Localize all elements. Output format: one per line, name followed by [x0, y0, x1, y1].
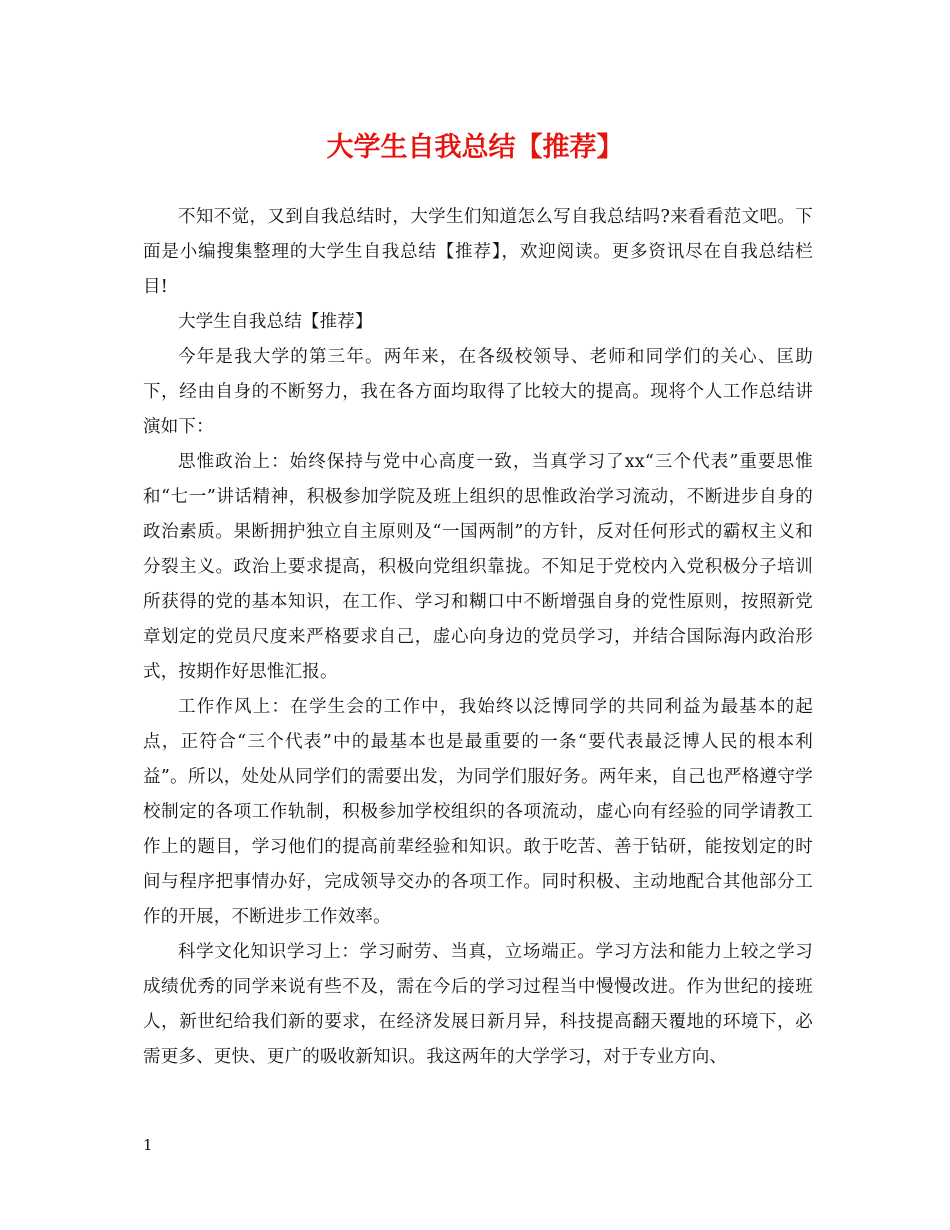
document-body	[143, 200, 813, 1075]
paragraph-study: 科学文化知识学习上：学习耐劳、当真，立场端正。学习方法和能力上较之学习成绩优秀的同学来说有些不及，需在今后的学习过程当中慢慢改进。作为世纪的接班人，新世纪给我们新的要求，在经济发展日新月异，科技提高翻天覆地的环境下，必需更多、更快、更广的吸收新知识。我这两年的大学学习，对于专业方向、	[143, 942, 813, 1067]
paragraph-subtitle: 大学生自我总结【推荐】	[178, 312, 373, 332]
page-number: 1	[143, 1136, 153, 1154]
paragraph-intro: 不知不觉，又到自我总结时，大学生们知道怎么写自我总结吗?来看看范文吧。下面是小编搜集整理的大学生自我总结【推荐】，欢迎阅读。更多资讯尽在自我总结栏目!	[143, 207, 813, 297]
document-title: 大学生自我总结【推荐】	[326, 132, 624, 163]
paragraph-overview: 今年是我大学的第三年。两年来，在各级校领导、老师和同学们的关心、匡助下，经由自身的不断努力，我在各方面均取得了比较大的提高。现将个人工作总结讲演如下：	[143, 347, 813, 437]
paragraph-work-style: 工作作风上：在学生会的工作中，我始终以泛博同学的共同利益为最基本的起点，正符合“三个代表”中的最基本也是最重要的一条“要代表最泛博人民的根本利益”。所以，处处从同学们的需要出发，为同学们服好务。两年来，自己也严格遵守学校制定的各项工作轨制，积极参加学校组织的各项流动，虚心向有经验的同学请教工作上的题目，学习他们的提高前辈经验和知识。敢于吃苦、善于钻研，能按划定的时间与程序把事情办好，完成领导交办的各项工作。同时积极、主动地配合其他部分工作的开展，不断进步工作效率。	[143, 697, 813, 927]
paragraph-political: 思惟政治上：始终保持与党中心高度一致，当真学习了xx“三个代表”重要思惟和“七一”讲话精神，积极参加学院及班上组织的思惟政治学习流动，不断进步自身的政治素质。果断拥护独立自主原则及“一国两制”的方针，反对任何形式的霸权主义和分裂主义。政治上要求提高，积极向党组织靠拢。不知足于党校内入党积极分子培训所获得的党的基本知识，在工作、学习和糊口中不断增强自身的党性原则，按照新党章划定的党员尺度来严格要求自己，虚心向身边的党员学习，并结合国际海内政治形式，按期作好思惟汇报。	[143, 452, 813, 682]
